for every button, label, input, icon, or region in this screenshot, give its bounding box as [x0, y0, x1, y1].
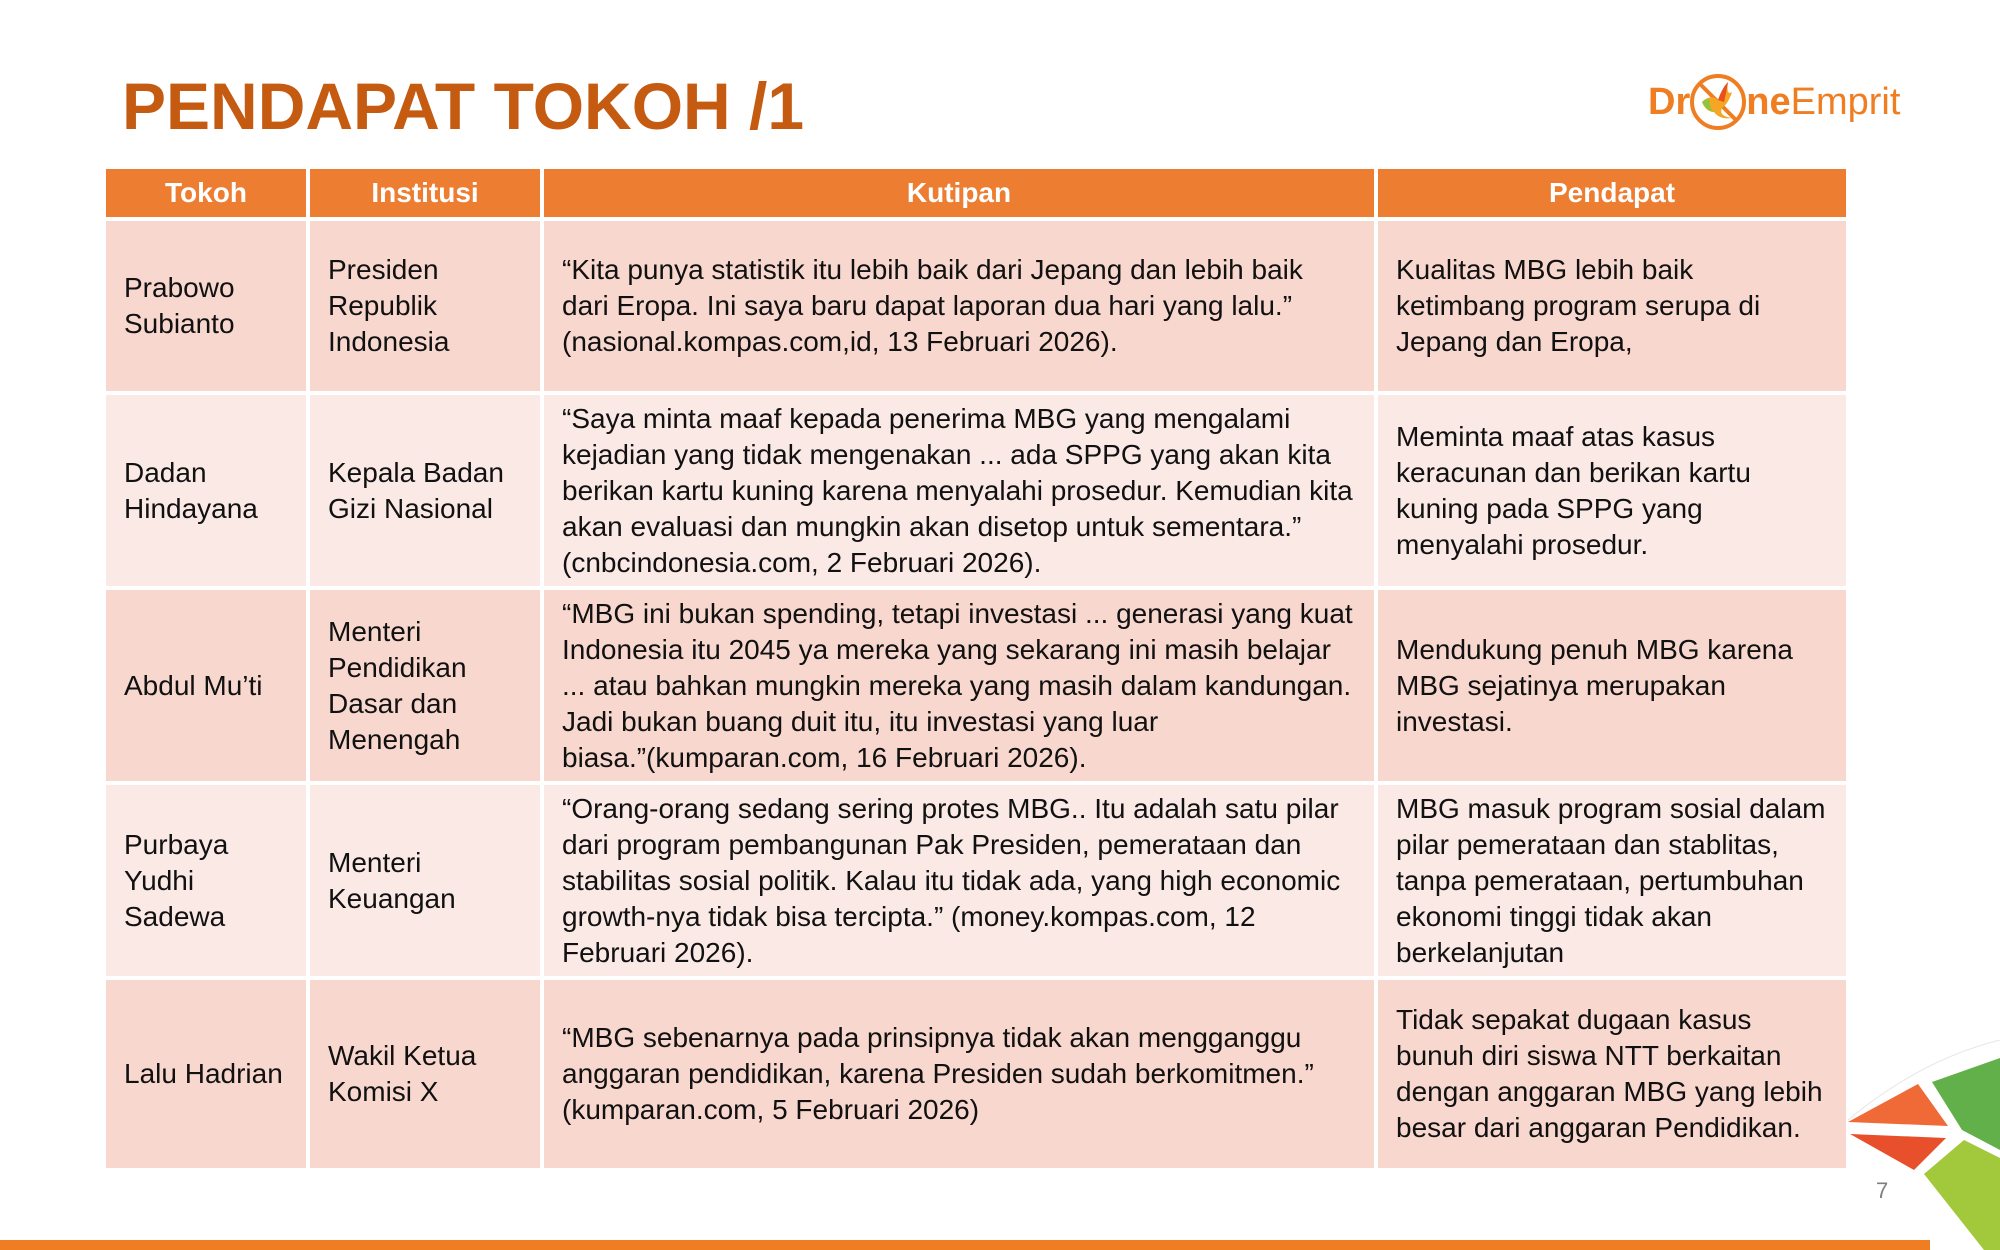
- slide-title: PENDAPAT TOKOH /1: [122, 69, 805, 143]
- cell-pendapat: Kualitas MBG lebih baik ketimbang program serupa di Jepang dan Eropa,: [1378, 221, 1846, 391]
- drone-emprit-logo: [1648, 66, 1900, 138]
- cell-kutipan: “Kita punya statistik itu lebih baik dari Jepang dan lebih baik dari Eropa. Ini saya baru dapat laporan dua hari yang lalu.” (nasional.kompas.com,id, 13 Februari 2026).: [544, 221, 1374, 391]
- header-institusi: Institusi: [310, 169, 540, 217]
- logo-text-right: Emprit: [1790, 80, 1901, 123]
- logo-text-left: Dr: [1648, 80, 1691, 123]
- cell-tokoh: Prabowo Subianto: [106, 221, 306, 391]
- cell-kutipan: “MBG ini bukan spending, tetapi investasi ... generasi yang kuat Indonesia itu 2045 ya mereka yang sekarang ini masih belajar ... atau bahkan mungkin mereka yang masih dalam kandungan. Jadi bukan buang duit itu, itu investasi yang luar biasa.”(kumparan.com, 16 Februari 2026).: [544, 590, 1374, 781]
- cell-pendapat: Tidak sepakat dugaan kasus bunuh diri siswa NTT berkaitan dengan anggaran MBG yang lebih besar dari anggaran Pendidikan.: [1378, 980, 1846, 1168]
- cell-institusi: Kepala Badan Gizi Nasional: [310, 395, 540, 586]
- table-row: [106, 980, 1846, 1168]
- cell-tokoh: Purbaya Yudhi Sadewa: [106, 785, 306, 976]
- page-number: 7: [1876, 1178, 1889, 1203]
- cell-institusi: Wakil Ketua Komisi X: [310, 980, 540, 1168]
- bottom-accent-bar: [0, 1240, 1930, 1250]
- cell-kutipan: “Saya minta maaf kepada penerima MBG yang mengalami kejadian yang tidak mengenakan ... ada SPPG yang akan kita berikan kartu kuning karena menyalahi prosedur. Kemudian kita akan evaluasi dan mungkin akan disetop untuk sementara.” (cnbcindonesia.com, 2 Februari 2026).: [544, 395, 1374, 586]
- cell-pendapat: Meminta maaf atas kasus keracunan dan berikan kartu kuning pada SPPG yang menyalahi prosedur.: [1378, 395, 1846, 586]
- cell-tokoh: Abdul Mu’ti: [106, 590, 306, 781]
- table-row: [106, 785, 1846, 976]
- cell-institusi: Presiden Republik Indonesia: [310, 221, 540, 391]
- cell-pendapat: Mendukung penuh MBG karena MBG sejatinya merupakan investasi.: [1378, 590, 1846, 781]
- header-tokoh: Tokoh: [106, 169, 306, 217]
- cell-institusi: Menteri Pendidikan Dasar dan Menengah: [310, 590, 540, 781]
- table-row: [106, 590, 1846, 781]
- table-row: [106, 221, 1846, 391]
- table-header-row: [106, 169, 1846, 217]
- cell-kutipan: “Orang-orang sedang sering protes MBG.. Itu adalah satu pilar dari program pembangunan Pak Presiden, pemerataan dan stabilitas sosial politik. Kalau itu tidak ada, yang high economic growth-nya tidak bisa tercipta.” (money.kompas.com, 12 Februari 2026).: [544, 785, 1374, 976]
- cell-tokoh: Lalu Hadrian: [106, 980, 306, 1168]
- opinion-table: [102, 165, 1850, 1172]
- header-pendapat: Pendapat: [1378, 169, 1846, 217]
- logo-text-mid: ne: [1746, 80, 1791, 123]
- cell-tokoh: Dadan Hindayana: [106, 395, 306, 586]
- bird-emblem-icon: [1688, 72, 1748, 132]
- cell-institusi: Menteri Keuangan: [310, 785, 540, 976]
- header-kutipan: Kutipan: [544, 169, 1374, 217]
- cell-pendapat: MBG masuk program sosial dalam pilar pemerataan dan stablitas, tanpa pemerataan, pertumbuhan ekonomi tinggi tidak akan berkelanjutan: [1378, 785, 1846, 976]
- table-row: [106, 395, 1846, 586]
- cell-kutipan: “MBG sebenarnya pada prinsipnya tidak akan mengganggu anggaran pendidikan, karena Presiden sudah berkomitmen.” (kumparan.com, 5 Februari 2026): [544, 980, 1374, 1168]
- decorative-leaf-shapes-icon: [1840, 1040, 2000, 1250]
